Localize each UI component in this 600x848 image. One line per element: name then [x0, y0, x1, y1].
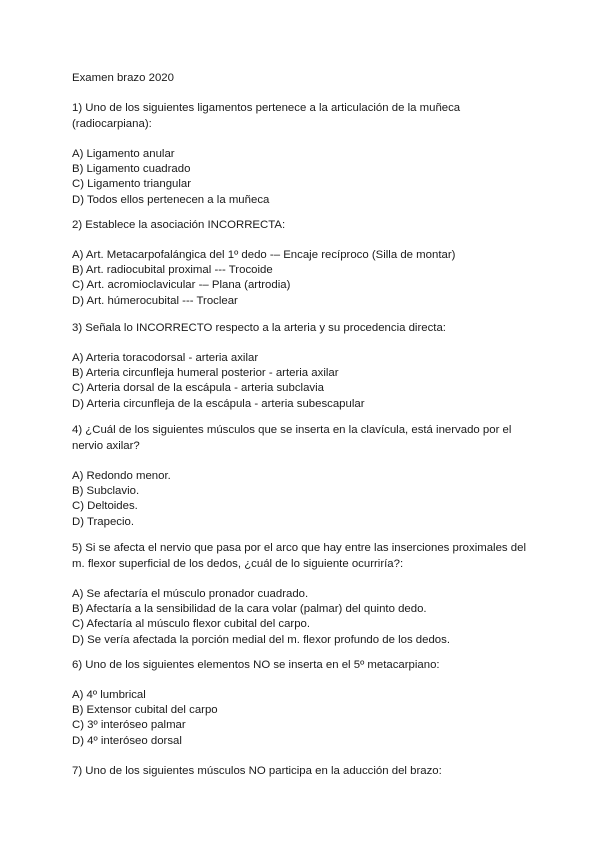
- option: A) Art. Metacarpofalángica del 1º dedo -– Encaje recíproco (Silla de montar): [72, 249, 456, 261]
- option: C) Art. acromioclavicular -– Plana (artrodia): [72, 279, 291, 292]
- option: C) Ligamento triangular: [72, 178, 192, 191]
- option: B) Afectaría a la sensibilidad de la cara volar (palmar) del quinto dedo.: [72, 603, 427, 616]
- question-3: [72, 320, 532, 412]
- question-stem: 3) Señala lo INCORRECTO respecto a la arteria y su procedencia directa:: [72, 322, 446, 334]
- question-7: [72, 763, 532, 779]
- question-stem: 1) Uno de los siguientes ligamentos pertenece a la articulación de la muñeca (radiocarpiana):: [72, 102, 461, 130]
- question-stem: 2) Establece la asociación INCORRECTA:: [72, 219, 286, 231]
- option: B) Subclavio.: [72, 485, 140, 498]
- option: C) 3º interóseo palmar: [72, 719, 186, 732]
- question-stem: 5) Si se afecta el nervio que pasa por el arco que hay entre las inserciones proximales del m. flexor superficial de los dedos, ¿cuál de lo siguiente ocurriría?:: [72, 542, 526, 570]
- option: D) Todos ellos pertenecen a la muñeca: [72, 193, 270, 206]
- question-stem: 7) Uno de los siguientes músculos NO participa en la aducción del brazo:: [72, 765, 442, 777]
- question-5: [72, 540, 532, 648]
- option-list: [72, 688, 532, 749]
- option: B) Arteria circunfleja humeral posterior - arteria axilar: [72, 367, 339, 380]
- option-list: [72, 147, 532, 208]
- option-list: [72, 469, 532, 530]
- option: D) Se vería afectada la porción medial del m. flexor profundo de los dedos.: [72, 633, 450, 646]
- option: C) Afectaría al músculo flexor cubital del carpo.: [72, 618, 311, 631]
- option: A) Redondo menor.: [72, 470, 171, 482]
- option: C) Deltoides.: [72, 500, 138, 513]
- option: D) Arteria circunfleja de la escápula - arteria subescapular: [72, 397, 365, 410]
- option: A) Arteria toracodorsal - arteria axilar: [72, 352, 259, 364]
- option: A) Se afectaría el músculo pronador cuadrado.: [72, 588, 309, 600]
- question-stem: 6) Uno de los siguientes elementos NO se inserta en el 5º metacarpiano:: [72, 659, 440, 671]
- page-title: Examen brazo 2020: [72, 72, 174, 84]
- option: A) Ligamento anular: [72, 148, 175, 160]
- option: B) Art. radiocubital proximal --- Trocoide: [72, 264, 273, 277]
- option: D) Trapecio.: [72, 515, 135, 528]
- option-list: [72, 248, 532, 309]
- option: D) 4º interóseo dorsal: [72, 734, 182, 747]
- question-6: [72, 657, 532, 749]
- question-2: [72, 217, 532, 309]
- question-1: [72, 100, 532, 208]
- option: C) Arteria dorsal de la escápula - arteria subclavia: [72, 382, 324, 395]
- option: B) Extensor cubital del carpo: [72, 704, 218, 717]
- option-list: [72, 351, 532, 412]
- option: D) Art. húmerocubital --- Troclear: [72, 294, 238, 307]
- option: B) Ligamento cuadrado: [72, 163, 191, 176]
- option-list: [72, 587, 532, 648]
- question-stem: 4) ¿Cuál de los siguientes músculos que se inserta en la clavícula, está inervado por el nervio axilar?: [72, 424, 512, 452]
- option: A) 4º lumbrical: [72, 689, 146, 701]
- question-4: [72, 422, 532, 530]
